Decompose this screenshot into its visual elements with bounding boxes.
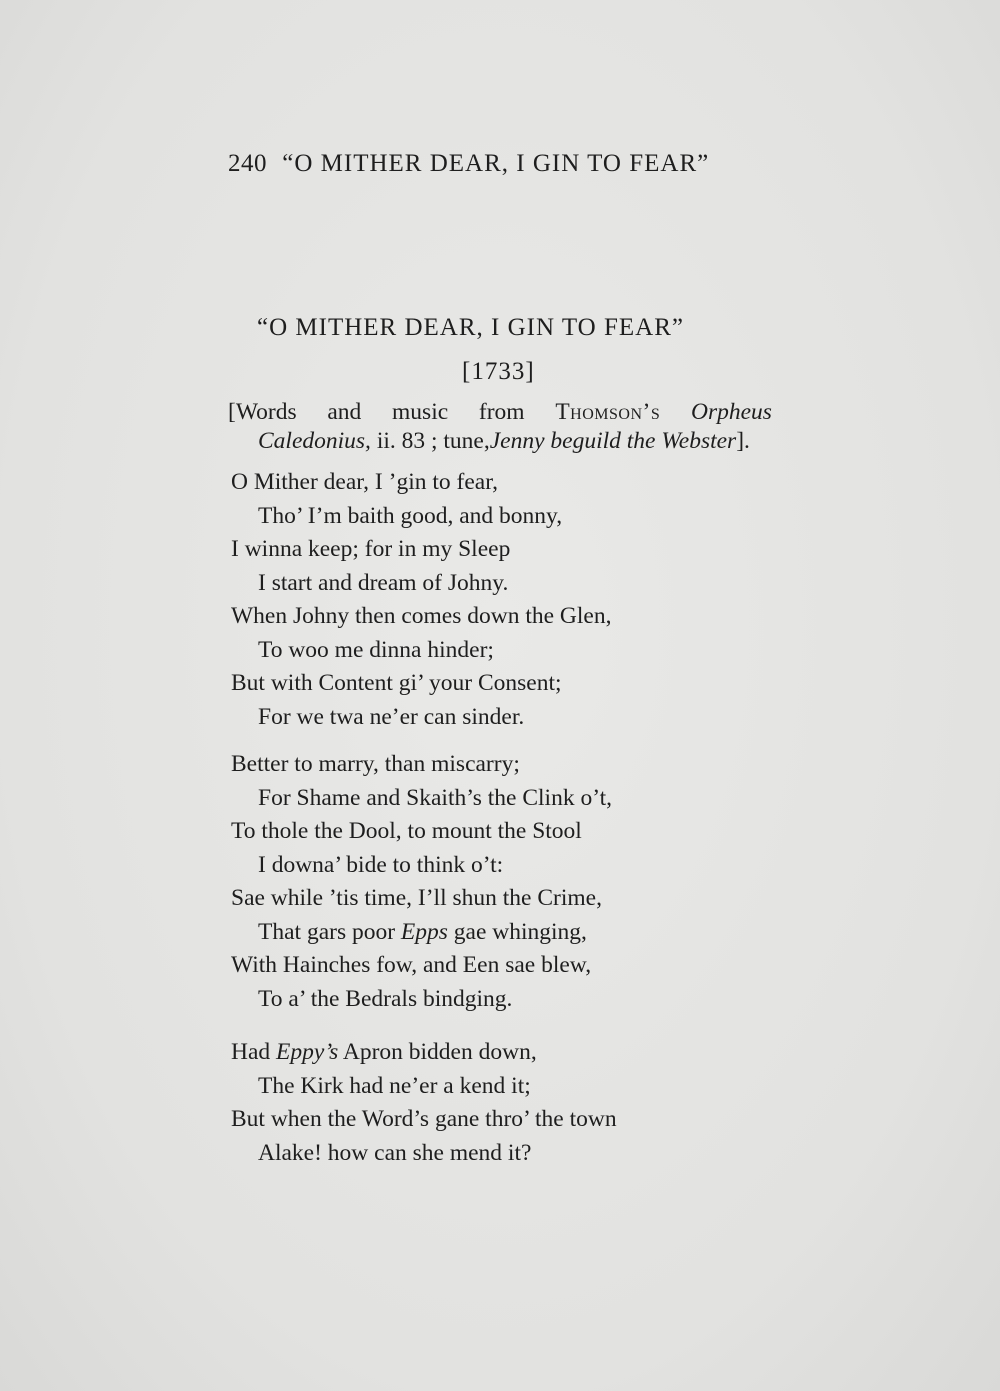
verse-text: That gars poor	[258, 918, 401, 945]
verse-line: Alake! how can she mend it?	[258, 1139, 532, 1166]
verse-line: I winna keep; for in my Sleep	[231, 536, 511, 562]
source-note-line-2	[228, 427, 772, 456]
verse-line: For Shame and Skaith’s the Clink o’t,	[258, 784, 613, 811]
verse-line: The Kirk had ne’er a kend it;	[258, 1072, 531, 1099]
note-word: [Words	[228, 399, 297, 425]
verse-line: To woo me dinna hinder;	[258, 636, 494, 663]
note-word: from	[478, 399, 525, 425]
song-year: [1733]	[462, 358, 535, 385]
verse-line: Sae while ’tis time, I’ll shun the Crime,	[231, 885, 602, 911]
verse-italic-name: Epps	[400, 918, 448, 945]
note-book-title-cont: Caledonius,	[258, 428, 371, 454]
running-head-title: “O MITHER DEAR, I GIN TO FEAR”	[282, 150, 710, 177]
verse-line: I start and dream of Johny.	[258, 569, 509, 596]
verse-line: But when the Word’s gane thro’ the town	[231, 1106, 617, 1132]
note-word: music	[392, 399, 449, 425]
song-title: “O MITHER DEAR, I GIN TO FEAR”	[257, 314, 684, 341]
verse-line: For we twa ne’er can sinder.	[258, 703, 525, 730]
note-reference: ii. 83 ; tune,	[370, 428, 490, 454]
verse-line: When Johny then comes down the Glen,	[231, 603, 612, 629]
verse-italic-name: Eppy’s	[276, 1039, 339, 1065]
stanza-2	[231, 748, 612, 1016]
verse-text: Apron bidden down,	[338, 1039, 537, 1065]
verse-text: gae whinging,	[447, 918, 587, 945]
source-note	[228, 398, 772, 456]
note-word: and	[327, 399, 362, 425]
note-book-title: Orpheus	[690, 399, 772, 425]
verse-line: O Mither dear, I ’gin to fear,	[231, 469, 498, 495]
verse-line	[231, 1036, 617, 1070]
page-number: 240	[228, 150, 267, 177]
running-head	[228, 150, 709, 178]
stanza-3	[231, 1036, 617, 1170]
verse-line: To a’ the Bedrals bindging.	[258, 985, 513, 1012]
source-note-line-1	[228, 398, 772, 427]
verse-line: Tho’ I’m baith good, and bonny,	[258, 502, 563, 529]
verse-line: To thole the Dool, to mount the Stool	[231, 818, 582, 844]
note-author: Thomson’s	[555, 399, 661, 425]
stanza-1	[231, 466, 612, 734]
verse-line	[231, 916, 612, 950]
verse-line: Better to marry, than miscarry;	[231, 751, 520, 777]
verse-line: But with Content gi’ your Consent;	[231, 670, 562, 696]
verse-text: Had	[231, 1039, 277, 1065]
note-tune: Jenny beguild the Webster	[489, 428, 737, 454]
verse-line: With Hainches fow, and Een sae blew,	[231, 952, 592, 978]
verse-line: I downa’ bide to think o’t:	[258, 851, 504, 878]
note-close: ].	[736, 428, 750, 454]
